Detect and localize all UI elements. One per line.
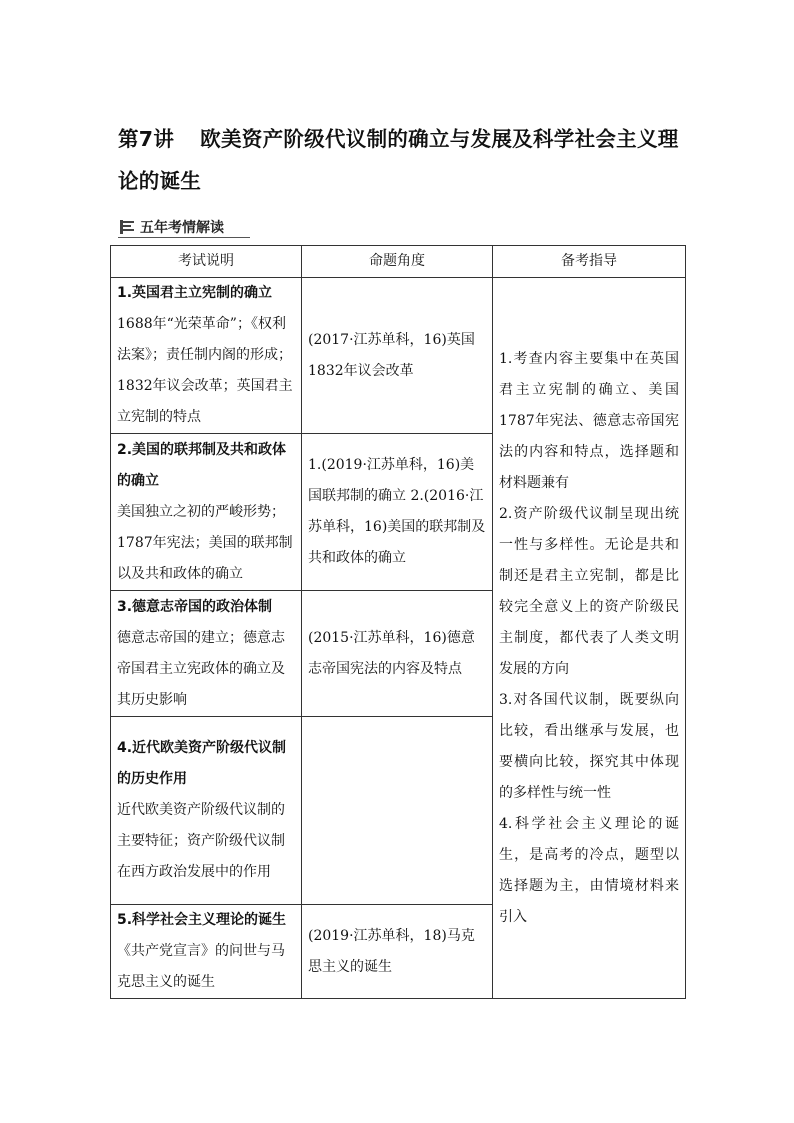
exam-analysis-table — [110, 245, 686, 999]
guidance-item: 4.科学社会主义理论的诞生，是高考的冷点，题型以选择题为主，由情境材料来引入 — [499, 815, 679, 925]
header-question-angle: 命题角度 — [302, 246, 493, 278]
topic-title: 5.科学社会主义理论的诞生 — [117, 912, 287, 928]
topic-details: 《共产党宣言》的问世与马克思主义的诞生 — [117, 943, 285, 990]
topic-details: 德意志帝国的建立；德意志帝国君主立宪政体的确立及其历史影响 — [117, 629, 285, 708]
table-row — [111, 278, 686, 434]
guidance-item: 3.对各国代议制，既要纵向比较，看出继承与发展，也要横向比较，探究其中体现的多样性与统一性 — [499, 691, 679, 801]
list-bars-icon — [120, 220, 134, 234]
topic-title: 3.德意志帝国的政治体制 — [117, 598, 273, 615]
question-angle-cell: (2017·江苏单科，16)英国1832年议会改革 — [302, 278, 493, 434]
header-prep-guidance: 备考指导 — [493, 246, 686, 278]
section-title: 五年考情解读 — [140, 220, 224, 236]
question-angle-cell: (2019·江苏单科，18)马克思主义的诞生 — [302, 905, 493, 999]
topic-title: 4.近代欧美资产阶级代议制的历史作用 — [117, 740, 287, 787]
table-header-row — [111, 246, 686, 278]
topic-details: 美国独立之初的严峻形势；1787年宪法；美国的联邦制以及共和政体的确立 — [117, 503, 293, 582]
topic-details: 1688年“光荣革命”；《权利法案》；责任制内阁的形成；1832年议会改革；英国君主立宪制的特点 — [117, 316, 293, 425]
exam-description-cell — [111, 434, 302, 591]
exam-description-cell — [111, 905, 302, 999]
question-angle-cell: 1.(2019·江苏单科，16)美国联邦制的确立 2.(2016·江苏单科，16)美国的联邦制及共和政体的确立 — [302, 434, 493, 591]
page-title — [118, 118, 698, 202]
lecture-title: 欧美资产阶级代议制的确立与发展及科学社会主义理论的诞生 — [118, 127, 679, 193]
guidance-item: 1.考查内容主要集中在英国君主立宪制的确立、美国1787年宪法、德意志帝国宪法的内容和特点，选择题和材料题兼有 — [499, 350, 679, 491]
question-angle-cell: (2015·江苏单科，16)德意志帝国宪法的内容及特点 — [302, 591, 493, 717]
exam-description-cell — [111, 591, 302, 717]
question-angle-cell — [302, 717, 493, 905]
header-exam-description: 考试说明 — [111, 246, 302, 278]
topic-title: 2.美国的联邦制及共和政体的确立 — [117, 441, 287, 489]
exam-description-cell — [111, 717, 302, 905]
topic-details: 近代欧美资产阶级代议制的主要特征；资产阶级代议制在西方政治发展中的作用 — [117, 802, 285, 880]
prep-guidance-cell — [493, 278, 686, 999]
section-underline — [118, 237, 250, 238]
lecture-number: 第7讲 — [118, 127, 175, 151]
exam-description-cell — [111, 278, 302, 434]
topic-title: 1.英国君主立宪制的确立 — [117, 285, 273, 301]
section-header — [120, 217, 224, 237]
guidance-item: 2.资产阶级代议制呈现出统一性与多样性。无论是共和制还是君主立宪制，都是比较完全意义上的资产阶级民主制度，都代表了人类文明发展的方向 — [499, 505, 679, 677]
